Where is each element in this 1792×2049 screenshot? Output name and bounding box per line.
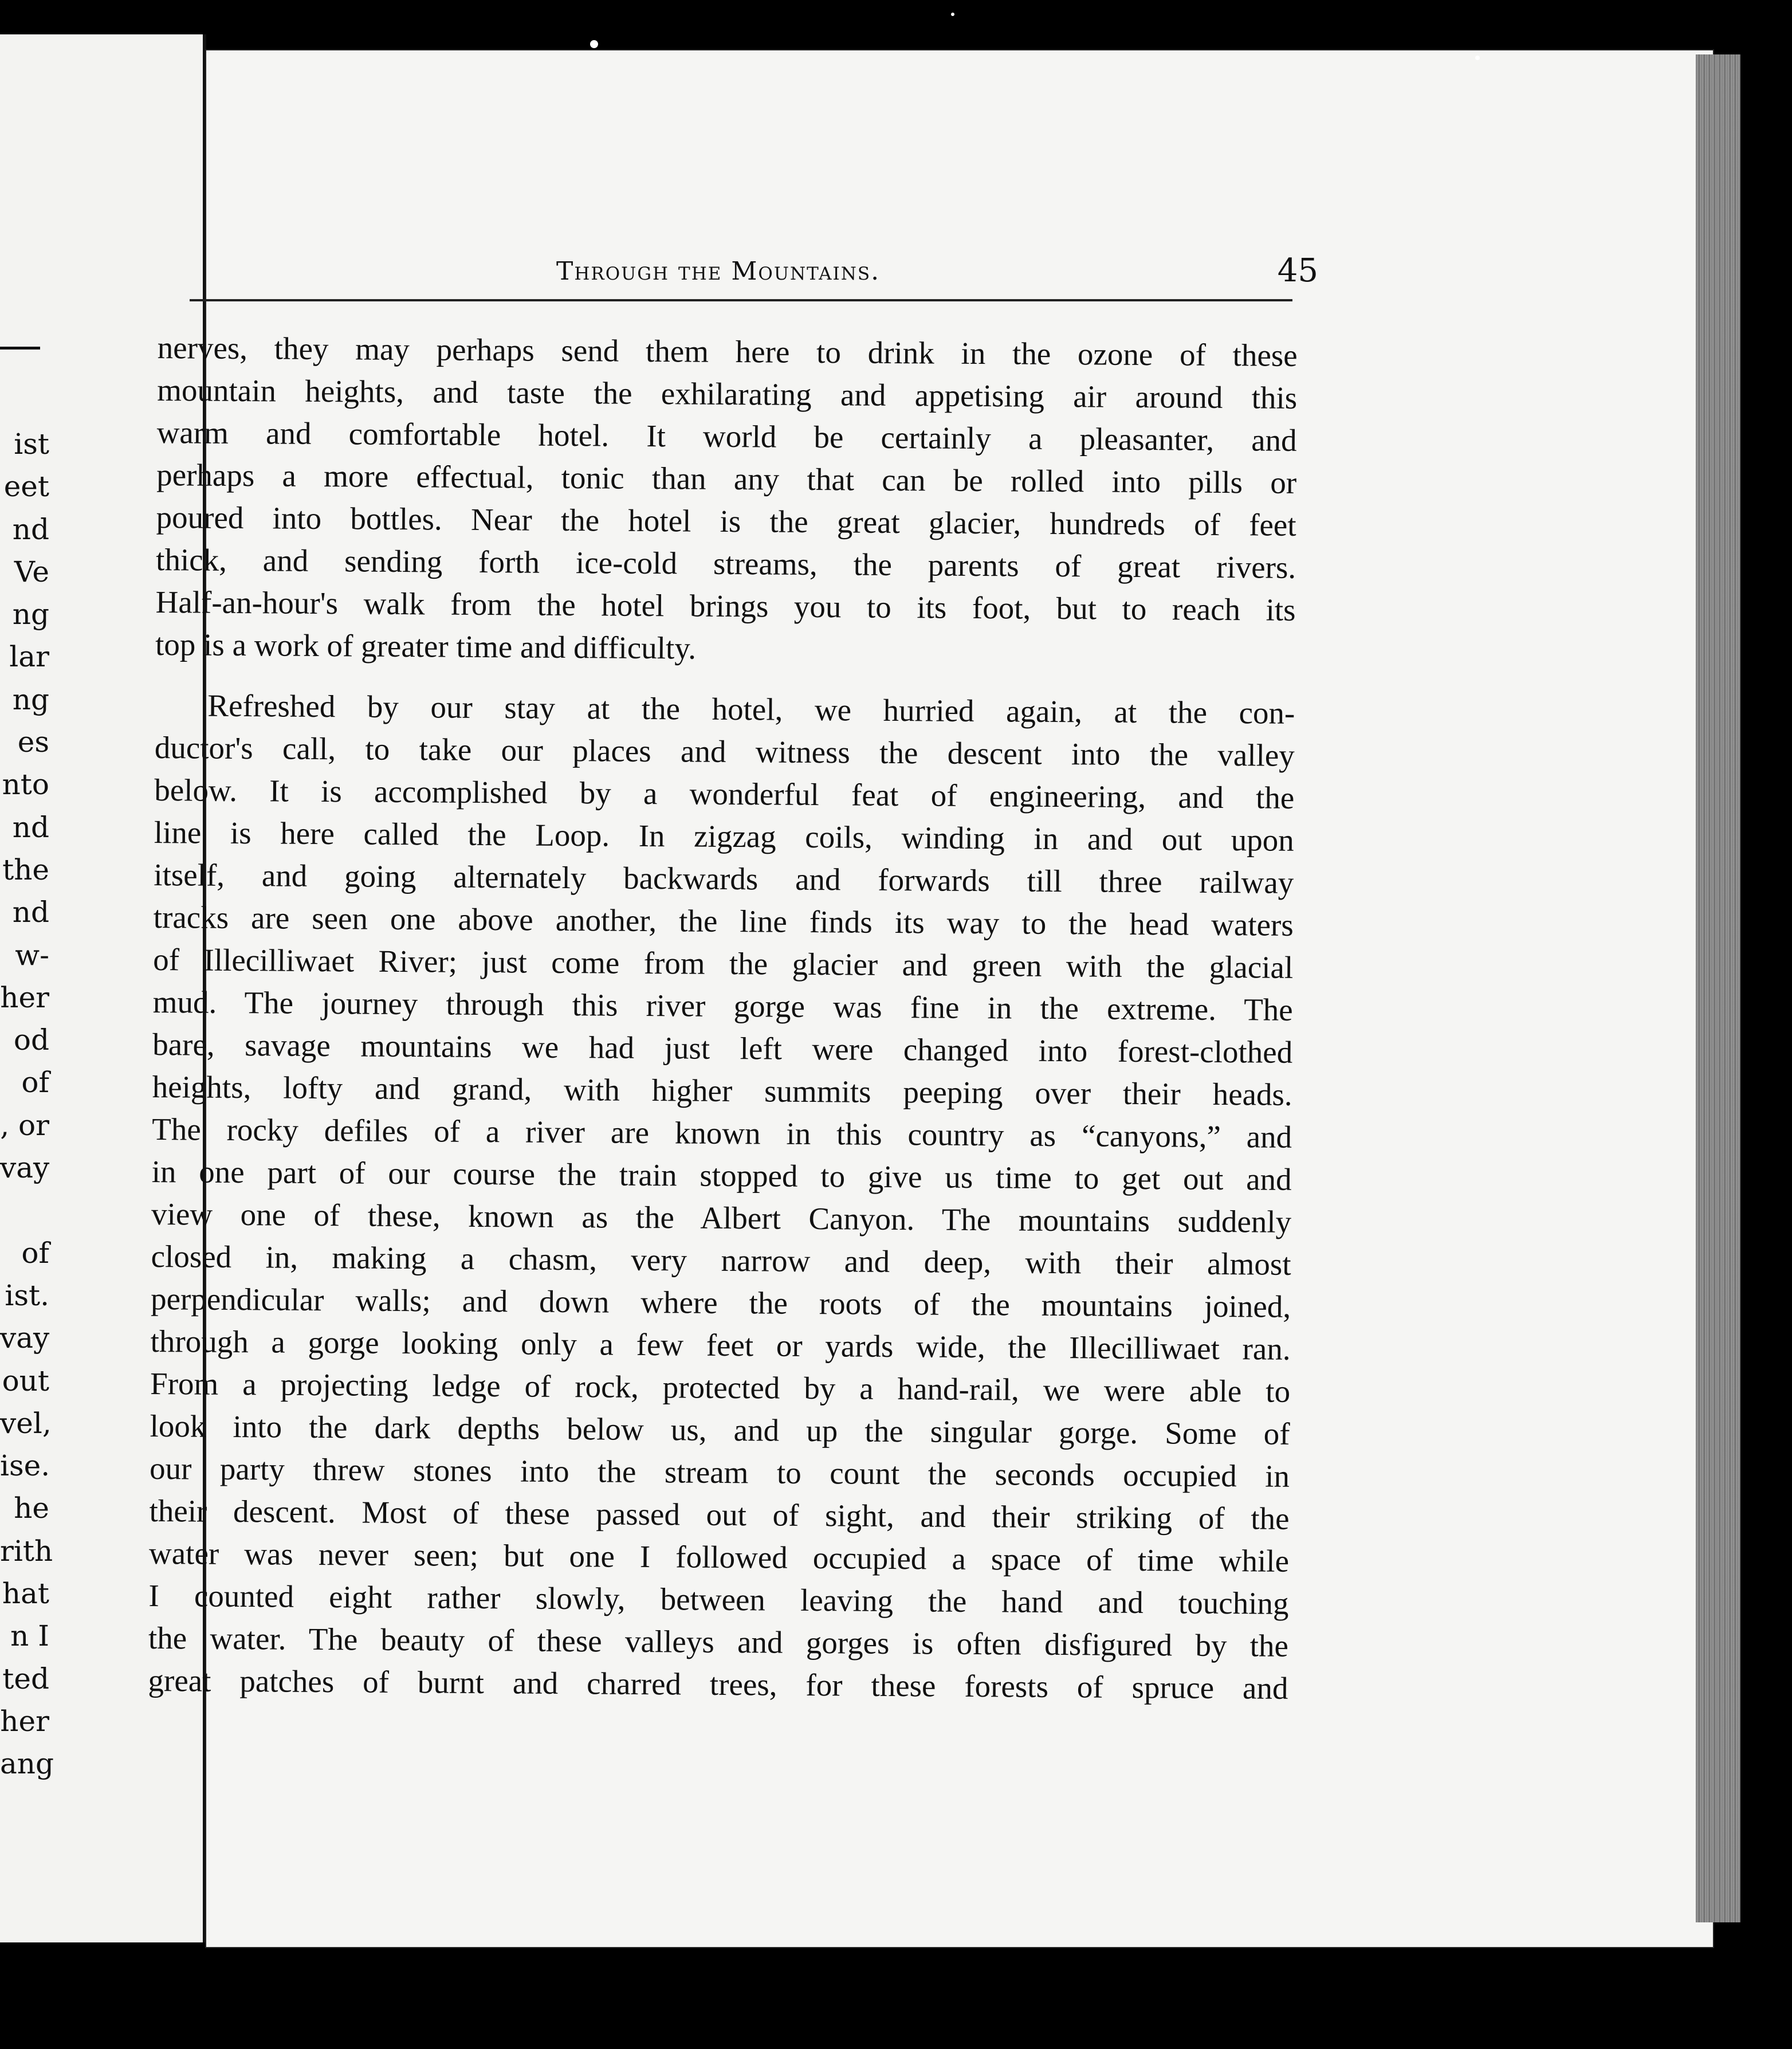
left-fragment: her <box>0 1704 49 1738</box>
text-line: From a projecting ledge of rock, protected by a hand-rail, we were able to <box>150 1365 1291 1409</box>
text-line: of Illecilliwaet River; just come from the glacier and green with the glacial <box>153 941 1294 985</box>
text-line: water was never seen; but one I followed occupied a space of time while <box>148 1535 1290 1579</box>
scan-speck <box>951 13 954 16</box>
left-fragment: lar <box>9 640 49 674</box>
paragraph <box>155 327 1298 674</box>
left-fragment: ist <box>14 427 49 461</box>
left-fragment: eet <box>3 470 49 504</box>
text-line: in one part of our course the train stopped to give us time to get out and <box>151 1153 1292 1197</box>
left-fragment: ang <box>0 1747 54 1781</box>
text-line: their descent. Most of these passed out of sight, and their striking of the <box>149 1493 1290 1536</box>
text-line: look into the dark depths below us, and up the singular gorge. Some of <box>150 1408 1290 1451</box>
text-line: ductor's call, to take our places and witness the descent into the valley <box>154 729 1295 773</box>
paragraph <box>148 684 1295 1710</box>
text-line: thick, and sending forth ice-cold streams, the parents of great rivers. <box>155 541 1296 585</box>
text-line: view one of these, known as the Albert Canyon. The mountains suddenly <box>151 1196 1292 1239</box>
left-fragment: nto <box>2 768 49 802</box>
text-line: mountain heights, and taste the exhilarating and appetising air around this <box>157 372 1298 415</box>
body-text <box>148 327 1298 1710</box>
left-fragment: of <box>21 1236 49 1270</box>
text-line: poured into bottles. Near the hotel is the great glacier, hundreds of feet <box>156 499 1296 543</box>
text-line: perhaps a more effectual, tonic than any that can be rolled into pills or <box>156 457 1297 500</box>
left-fragment: vay <box>0 1321 50 1355</box>
left-page-header-rule <box>0 347 40 350</box>
text-line: below. It is accomplished by a wonderful feat of engineering, and the <box>154 772 1295 815</box>
text-line: through a gorge looking only a few feet or yards wide, the Illecilliwaet ran. <box>150 1323 1291 1367</box>
text-line: closed in, making a chasm, very narrow and deep, with their almost <box>151 1238 1291 1282</box>
scan-speck <box>1475 56 1480 60</box>
left-fragment: vel, <box>0 1406 52 1440</box>
left-fragment: w- <box>15 938 49 972</box>
left-fragment: vay <box>0 1151 50 1185</box>
text-line: top is a work of greater time and difficulty. <box>155 626 697 666</box>
left-fragment: her <box>0 980 49 1014</box>
left-fragment: es <box>17 725 49 759</box>
text-line: tracks are seen one above another, the line finds its way to the head waters <box>153 899 1294 943</box>
text-line: I counted eight rather slowly, between leaving the hand and touching <box>148 1577 1289 1621</box>
left-fragment: hat <box>2 1577 49 1611</box>
text-line: great patches of burnt and charred trees, for these forests of spruce and <box>148 1662 1288 1706</box>
left-fragment: ng <box>12 598 49 631</box>
left-fragment: ng <box>12 682 49 716</box>
left-fragment: ted <box>2 1662 49 1695</box>
book-page-edges <box>1696 54 1740 1922</box>
text-line: itself, and going alternately backwards and forwards till three railway <box>154 857 1294 900</box>
text-line: Half-an-hour's walk from the hotel brings you to its foot, but to reach its <box>155 584 1296 627</box>
left-page-text-fragments <box>0 423 54 1785</box>
text-line: our party threw stones into the stream to count the seconds occupied in <box>149 1450 1290 1494</box>
text-line: bare, savage mountains we had just left were changed into forest-clothed <box>152 1026 1293 1070</box>
text-line: warm and comfortable hotel. It world be certainly a pleasanter, and <box>156 414 1297 458</box>
left-fragment: Ve <box>14 555 49 588</box>
left-fragment: the <box>2 853 49 886</box>
left-fragment: nd <box>12 512 49 546</box>
running-title: Through the Mountains. <box>556 257 881 286</box>
left-fragment: he <box>14 1491 49 1525</box>
text-line: perpendicular walls; and down where the roots of the mountains joined, <box>150 1281 1291 1324</box>
left-fragment: out <box>2 1364 49 1398</box>
left-fragment: nd <box>12 896 49 929</box>
text-line: Refreshed by our stay at the hotel, we hurried again, at the con- <box>207 688 1295 731</box>
scan-speck <box>590 40 598 48</box>
page-header <box>190 249 1318 295</box>
text-line: line is here called the Loop. In zigzag coils, winding in and out upon <box>154 814 1295 858</box>
left-fragment: ise. <box>0 1449 50 1483</box>
text-line: the water. The beauty of these valleys and gorges is often disfigured by the <box>148 1620 1289 1663</box>
left-fragment: , or <box>0 1108 49 1142</box>
header-rule <box>190 299 1292 301</box>
text-line: nerves, they may perhaps send them here to drink in the ozone of these <box>157 329 1298 373</box>
left-fragment: n I <box>10 1619 49 1653</box>
left-fragment: ist. <box>5 1278 49 1312</box>
left-fragment: od <box>13 1023 49 1057</box>
left-fragment: rith <box>0 1534 53 1568</box>
text-line: heights, lofty and grand, with higher summits peeping over their heads. <box>152 1069 1292 1112</box>
left-fragment <box>0 1189 49 1231</box>
text-line: mud. The journey through this river gorge was fine in the extreme. The <box>152 984 1293 1027</box>
left-fragment: of <box>21 1066 49 1100</box>
text-line: The rocky defiles of a river are known in this country as “canyons,” and <box>152 1111 1292 1155</box>
left-fragment: nd <box>12 810 49 844</box>
page-number: 45 <box>1277 252 1318 289</box>
